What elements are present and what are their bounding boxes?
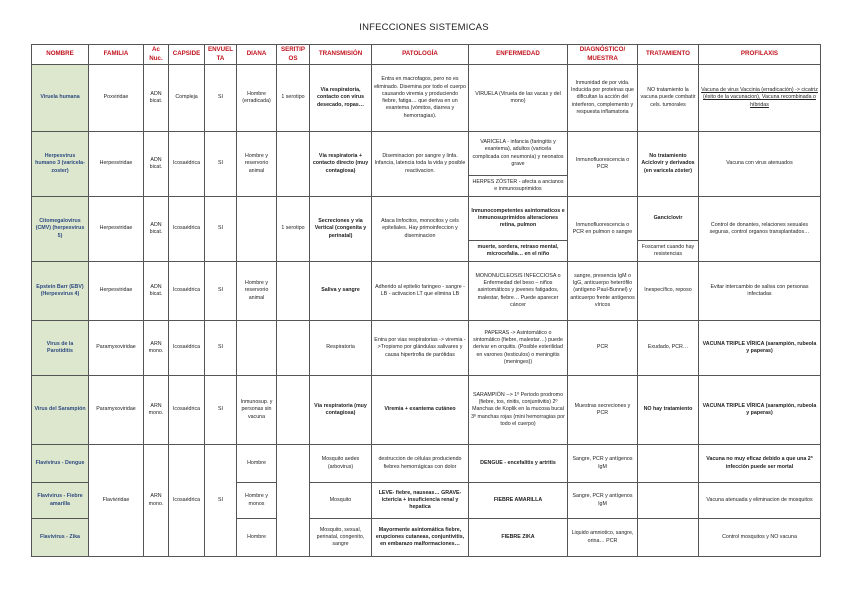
diana-cell: Hombre y reservorio animal [237,262,277,321]
tratamiento-cell: NO tratamiento la vacuna puede combatir cels. tumorales [638,65,699,132]
header-nombre: NOMBRE [32,45,89,65]
patologia-cell: Viremia + exantema cutáneo [372,376,469,445]
diana-cell: Hombre [237,445,277,483]
diana-cell: Hombre (erradicada) [237,65,277,132]
capside-cell: Icosaédrica [169,321,205,376]
familia-cell: Flaviviridae [89,445,144,557]
tratamiento-cell: Foscarnet cuando hay resistencias [638,241,699,262]
tratamiento-cell: No tratamiento Aciclovir y derivados (en varicela zóster) [638,132,699,197]
acnuc-cell: ARN mono. [144,445,169,557]
tratamiento-cell [638,519,699,557]
profilaxis-cell: Vacuna atenuada y eliminacion de mosquitos [699,483,821,519]
transmision-cell: Vía respiratoria + contacto directo (muy contagiosa) [310,132,372,197]
table-row [32,132,821,176]
table-row [32,65,821,132]
serotipos-cell: 1 serotipo [277,197,310,262]
patologia-cell: Mayormente asintomática fiebre, erupciones cutaneas, conjuntivitis, en embarazo malformaciones… [372,519,469,557]
diana-cell [237,321,277,376]
header-capside: CAPSIDE [169,45,205,65]
table-row [32,376,821,445]
header-profilaxis: PROFILAXIS [699,45,821,65]
acnuc-cell: ARN mono. [144,376,169,445]
diana-cell: Hombre [237,519,277,557]
header-tratamiento: TRATAMIENTO [638,45,699,65]
diagnostico-cell: sangre, presencia IgM o IgG, anticuerpo heterófilo (antígeno Paul-Bunnel) y anticuerpo frente antígenos víricos [568,262,638,321]
serotipos-cell [277,132,310,197]
patologia-cell: Diseminacion por sangre y linfa. Infancia, latencia toda la vida y posible reactivacion. [372,132,469,197]
tratamiento-cell [638,483,699,519]
enfermedad-cell: PAPERAS -> Asintomático o sintomático (fiebre, malestar…) puede derivar en orquitis. (Posible esterilidad en varones (testiculos) o meningitis (meninges)) [469,321,568,376]
diana-cell: Hombre y monos [237,483,277,519]
acnuc-cell: ADN bicat. [144,262,169,321]
document-title: INFECCIONES SISTEMICAS [359,22,489,33]
capside-cell: Icosaédrica [169,376,205,445]
virus-name: Flavivirus - Fiebre amarilla [32,483,89,519]
enfermedad-cell: VIRUELA (Viruela de las vacas y del mono) [469,65,568,132]
serotipos-cell [277,262,310,321]
serotipos-cell: 1 serotipo [277,65,310,132]
transmision-cell: Vía respiratoria, contacto con virus desecado, ropas… [310,65,372,132]
profilaxis-cell: Control de donantes, relaciones sexuales seguras, control organos transplantados… [699,197,821,262]
enfermedad-cell: FIEBRE AMARILLA [469,483,568,519]
envuelta-cell: SI [205,132,237,197]
virus-name: Flavivirus - Zika [32,519,89,557]
acnuc-cell: ADN bicat. [144,65,169,132]
diagnostico-cell: Liquido amniotico, sangre, orina… PCR [568,519,638,557]
transmision-cell: Mosquito aedes (arbovirus) [310,445,372,483]
tratamiento-cell: NO hay tratamiento [638,376,699,445]
header-envuelta: ENVUELTA [205,45,237,65]
patologia-cell: Entra por vias respiratorias -> viremia ->Tropismo por glándulas salivares y causa hipertrofia de parótidas [372,321,469,376]
header-diagnostico: DIAGNÓSTICO/ MUESTRA [568,45,638,65]
diana-cell: Inmunosup. y personas sin vacuna [237,376,277,445]
patologia-cell: LEVE- fiebre, nauseas… GRAVE- ictericia + insuficiencia renal y hepatica [372,483,469,519]
enfermedad-cell: SARAMPIÓN --> 1º Periodo prodromo (fiebre, tos, rinitis, conjuntivitis) 2º Manchas de Koplik en la mucosa bucal 3º manchas rojas (mini hemorragias por todo el cuerpo) [469,376,568,445]
virus-name: Citomegalovirus (CMV) (herpesvirus 5) [32,197,89,262]
transmision-cell: Respiratoria [310,321,372,376]
profilaxis-cell: VACUNA TRIPLE VÍRICA (sarampión, rubeola y paperas) [699,376,821,445]
tratamiento-cell: Ganciclovir [638,197,699,241]
enfermedad-cell: VARICELA - infancia (faringitis y exantema), adultos (varicela complicada con neumonía) y neonatos grave [469,132,568,176]
transmision-cell: Mosquito [310,483,372,519]
profilaxis-cell: VACUNA TRIPLE VÍRICA (sarampión, rubeola y paperas) [699,321,821,376]
header-familia: FAMILIA [89,45,144,65]
diagnostico-cell: Inmunidad de por vida. Inducida por proteínas que dificultan la acción del interferon, complemento y respuesta inflamatoria [568,65,638,132]
table-row [32,445,821,483]
envuelta-cell: SI [205,197,237,262]
acnuc-cell: ADN bicat. [144,132,169,197]
tratamiento-cell [638,445,699,483]
patologia-cell: destruccion de células produciendo fiebres hemorrágicas con dolor [372,445,469,483]
patologia-cell: Entra en macrofagos, pero no es eliminado. Disemina por todo el cuerpo causando viremia y produciendo fiebre, fatiga… que deriva en un exantema (vómitos, diarrea y hemorragias). [372,65,469,132]
diana-cell: Hombre y reservorio animal [237,132,277,197]
diagnostico-cell: Inmunofluorescencia o PCR en pulmon o sangre [568,197,638,262]
profilaxis-cell: Evitar intercambio de saliva con personas infectadas [699,262,821,321]
table-row [32,197,821,241]
serotipos-cell [277,376,310,445]
enfermedad-cell: FIEBRE ZIKA [469,519,568,557]
patologia-cell: Ataca linfocitos, monocitos y cels epiteliales. Hay primoinfeccion y diseminacion [372,197,469,262]
header-patologia: PATOLOGÍA [372,45,469,65]
transmision-cell: Mosquito, sexual, perinatal, congenito, sangre [310,519,372,557]
diagnostico-cell: Sangre, PCR y antígenos IgM [568,445,638,483]
familia-cell: Paramyxoviridae [89,376,144,445]
transmision-cell: Secreciones y via Vertical (congenita y perinatal) [310,197,372,262]
tratamiento-cell: Inespecífico, reposo [638,262,699,321]
enfermedad-cell: HERPES ZÓSTER - afecta a ancianos e inmunosuprimidos [469,176,568,197]
envuelta-cell: SI [205,321,237,376]
virus-name: Viruela humana [32,65,89,132]
profilaxis-cell: Vacuna con virus atenuados [699,132,821,197]
capside-cell: Compleja [169,65,205,132]
infections-table [31,44,821,557]
virus-name: Virus del Sarampión [32,376,89,445]
acnuc-cell: ADN bicat. [144,197,169,262]
envuelta-cell: SI [205,262,237,321]
diagnostico-cell: Muestras secreciones y PCR [568,376,638,445]
envuelta-cell: SI [205,445,237,557]
transmision-cell: Saliva y sangre [310,262,372,321]
header-transmision: TRANSMISIÓN [310,45,372,65]
enfermedad-cell: Inmunocompetentes asintomaticos e inmunosuprimidos alteraciones retina, pulmon [469,197,568,241]
profilaxis-cell: Vacuna no muy eficaz debido a que una 2ª infección puede ser mortal [699,445,821,483]
header-acnuc: Ac Nuc. [144,45,169,65]
table-row [32,262,821,321]
acnuc-cell: ARN mono. [144,321,169,376]
diagnostico-cell: Inmunofluorescencia o PCR [568,132,638,197]
diagnostico-cell: PCR [568,321,638,376]
profilaxis-cell: Vacuna de virus Vaccinia (erradicación) -> cicatriz (éxito de la vacunacion), Vacuna recombinada o híbridas [699,65,821,132]
header-serotipos: SERITIPOS [277,45,310,65]
diagnostico-cell: Sangre, PCR y antígenos IgM [568,483,638,519]
familia-cell: Herpesviridae [89,132,144,197]
profilaxis-cell: Control mosquitos y NO vacuna [699,519,821,557]
capside-cell: Icosaédrica [169,197,205,262]
patologia-cell: Adherido al epitelio faringeo - sangre - LB - activacion LT que elimina LB [372,262,469,321]
envuelta-cell: SI [205,376,237,445]
diana-cell [237,197,277,262]
familia-cell: Herpesviridae [89,197,144,262]
capside-cell: Icosaédrica [169,262,205,321]
envuelta-cell: SI [205,65,237,132]
transmision-cell: Vía respiratoria (muy contagiosa) [310,376,372,445]
enfermedad-cell: muerte, sordera, retraso mental, microcefalia… en el niño [469,241,568,262]
enfermedad-cell: DENGUE - encefalitis y artritis [469,445,568,483]
tratamiento-cell: Exudado, PCR… [638,321,699,376]
capside-cell: Icosaédrica [169,132,205,197]
serotipos-cell [277,445,310,557]
virus-name: Flavivirus - Dengue [32,445,89,483]
virus-name: Herpesvirus humano 3 (varicela-zoster) [32,132,89,197]
header-diana: DIANA [237,45,277,65]
serotipos-cell [277,321,310,376]
virus-name: Epstein Barr (EBV) (Herpesvirus 4) [32,262,89,321]
virus-name: Virus de la Parotiditis [32,321,89,376]
familia-cell: Paramyxoviridae [89,321,144,376]
header-row [32,45,821,65]
capside-cell: Icosaédrica [169,445,205,557]
header-enfermedad: ENFERMEDAD [469,45,568,65]
enfermedad-cell: MONONUCLEOSIS INFECCIOSA o Enfermedad del beso – niños asintomáticos y jovenes fatigados, malestar, fiebre… Puede aparecer cáncer [469,262,568,321]
familia-cell: Poxviridae [89,65,144,132]
table-row [32,321,821,376]
familia-cell: Herpesviridae [89,262,144,321]
